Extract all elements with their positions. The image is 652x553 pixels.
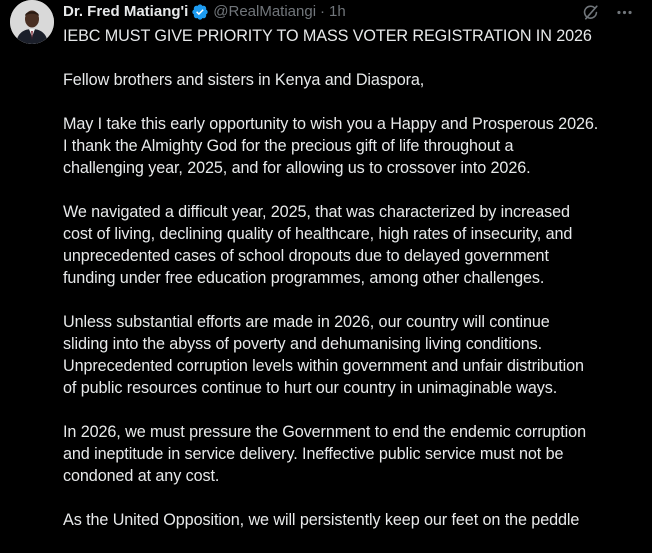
- avatar-image: [10, 0, 54, 44]
- tweet-timestamp[interactable]: 1h: [329, 3, 346, 20]
- author-display-name[interactable]: Dr. Fred Matiang'i: [63, 3, 189, 20]
- tweet-header: [63, 2, 346, 22]
- tweet-actions: [580, 2, 634, 22]
- author-handle[interactable]: @RealMatiangi: [213, 3, 317, 20]
- verified-badge-icon: [191, 3, 209, 21]
- grok-icon[interactable]: [580, 2, 600, 22]
- tweet-paragraph: We navigated a difficult year, 2025, that was characterized by increased cost of living, declining quality of healthcare, high rates of insecurity, and unprecedented cases of school dropouts due to delayed government funding under free education programmes, among other challenges.: [63, 203, 573, 287]
- tweet-paragraph: May I take this early opportunity to wish you a Happy and Prosperous 2026. I thank the Almighty God for the precious gift of life throughout a challenging year, 2025, and for allowing us to crossover into 2026.: [63, 115, 599, 177]
- tweet-paragraph: Fellow brothers and sisters in Kenya and Diaspora,: [63, 71, 425, 89]
- tweet-paragraph: IEBC MUST GIVE PRIORITY TO MASS VOTER REGISTRATION IN 2026: [63, 27, 592, 45]
- author-avatar[interactable]: [10, 0, 54, 44]
- header-separator: ·: [320, 3, 326, 20]
- tweet-paragraph: Unless substantial efforts are made in 2026, our country will continue sliding into the abyss of poverty and dehumanising living conditions. Unprecedented corruption levels within government and unfair distribution of public resources continue to hurt our country in unimaginable ways.: [63, 313, 584, 397]
- tweet-paragraph: As the United Opposition, we will persistently keep our feet on the peddle: [63, 511, 580, 529]
- tweet-text: [63, 25, 643, 553]
- more-icon[interactable]: [614, 2, 634, 22]
- tweet-paragraph: In 2026, we must pressure the Government to end the endemic corruption and ineptitude in service delivery. Ineffective public service must not be condoned at any cost.: [63, 423, 586, 485]
